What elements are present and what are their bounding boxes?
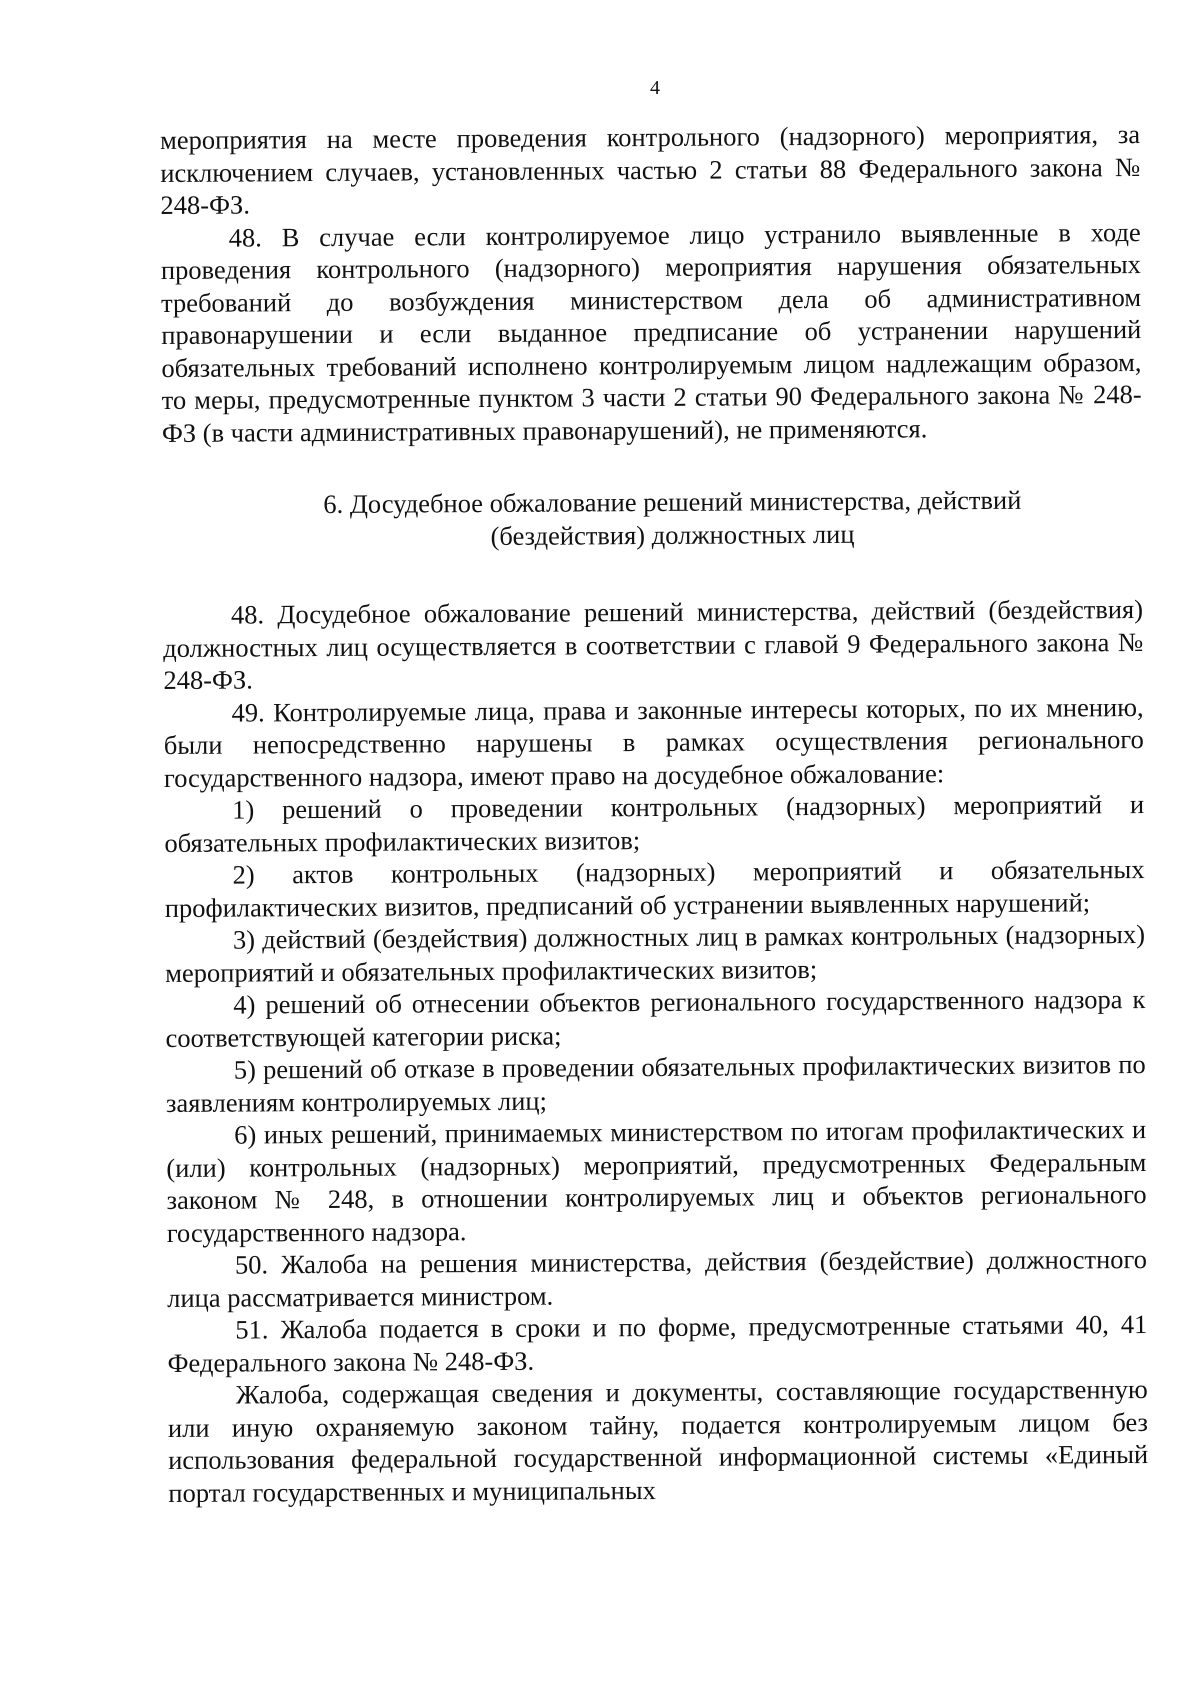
list-item-1: 1) решений о проведении контрольных (надзорных) мероприятий и обязательных профилактических визитов;	[164, 789, 1145, 858]
paragraph-item-48-appeal: 48. Досудебное обжалование решений министерства, действий (бездействия) должностных лиц осуществляется в соответствии с главой 9 Федерального закона № 248-ФЗ.	[163, 594, 1144, 695]
list-item-6: 6) иных решений, принимаемых министерством по итогам профилактических и (или) контрольных (надзорных) мероприятий, предусмотренных Федеральным законом № 248, в отношении контролируемых лиц и объектов регионального государственного надзора.	[166, 1113, 1147, 1248]
list-item-4: 4) решений об отнесении объектов регионального государственного надзора к соответствующей категории риска;	[165, 983, 1146, 1053]
paragraph-complaint-secret: Жалоба, содержащая сведения и документы, составляющие государственную или иную охраняемую законом тайну, подается контролируемым лицом без использования федеральной государственной информационной системы «Единый портал государственных и муниципальных	[167, 1373, 1149, 1508]
paragraph-continuation: мероприятия на месте проведения контрольного (надзорного) мероприятия, за исключением случаев, установленных частью 2 статьи 88 Федерального закона № 248-ФЗ.	[160, 119, 1141, 220]
list-item-3: 3) действий (бездействия) должностных лиц в рамках контрольных (надзорных) мероприятий и обязательных профилактических визитов;	[165, 918, 1146, 988]
list-item-2: 2) актов контрольных (надзорных) мероприятий и обязательных профилактических визитов, предписаний об устранении выявленных нарушений;	[164, 853, 1145, 923]
paragraph-item-48: 48. В случае если контролируемое лицо устранило выявленные в ходе проведения контрольного (надзорного) мероприятия нарушения обязательных требований до возбуждения министерством дела об административном правонарушении и если выданное предписание об устранении нарушений обязательных требований исполнено контролируемым лицом надлежащим образом, то меры, предусмотренные пунктом 3 части 2 статьи 90 Федерального закона № 248-ФЗ (в части административных правонарушений), не применяются.	[160, 216, 1142, 448]
section-heading-line-2: (бездействия) должностных лиц	[490, 518, 855, 551]
paragraph-item-51: 51. Жалоба подается в сроки и по форме, предусмотренные статьями 40, 41 Федерального закона № 248-ФЗ.	[167, 1308, 1148, 1378]
section-heading-line-1: 6. Досудебное обжалование решений министерства, действий	[323, 484, 1022, 520]
section-heading	[202, 483, 1142, 555]
paragraph-item-49: 49. Контролируемые лица, права и законные интересы которых, по их мнению, были непосредственно нарушены в рамках осуществления регионального государственного надзора, имеют право на досудебное обжалование:	[163, 691, 1144, 793]
paragraph-item-50: 50. Жалоба на решения министерства, действия (бездействие) должностного лица рассматривается министром.	[167, 1243, 1148, 1313]
list-item-5: 5) решений об отказе в проведении обязательных профилактических визитов по заявлениям контролируемых лиц;	[165, 1048, 1146, 1118]
document-body	[160, 118, 1148, 1509]
page-number: 4	[650, 77, 660, 99]
